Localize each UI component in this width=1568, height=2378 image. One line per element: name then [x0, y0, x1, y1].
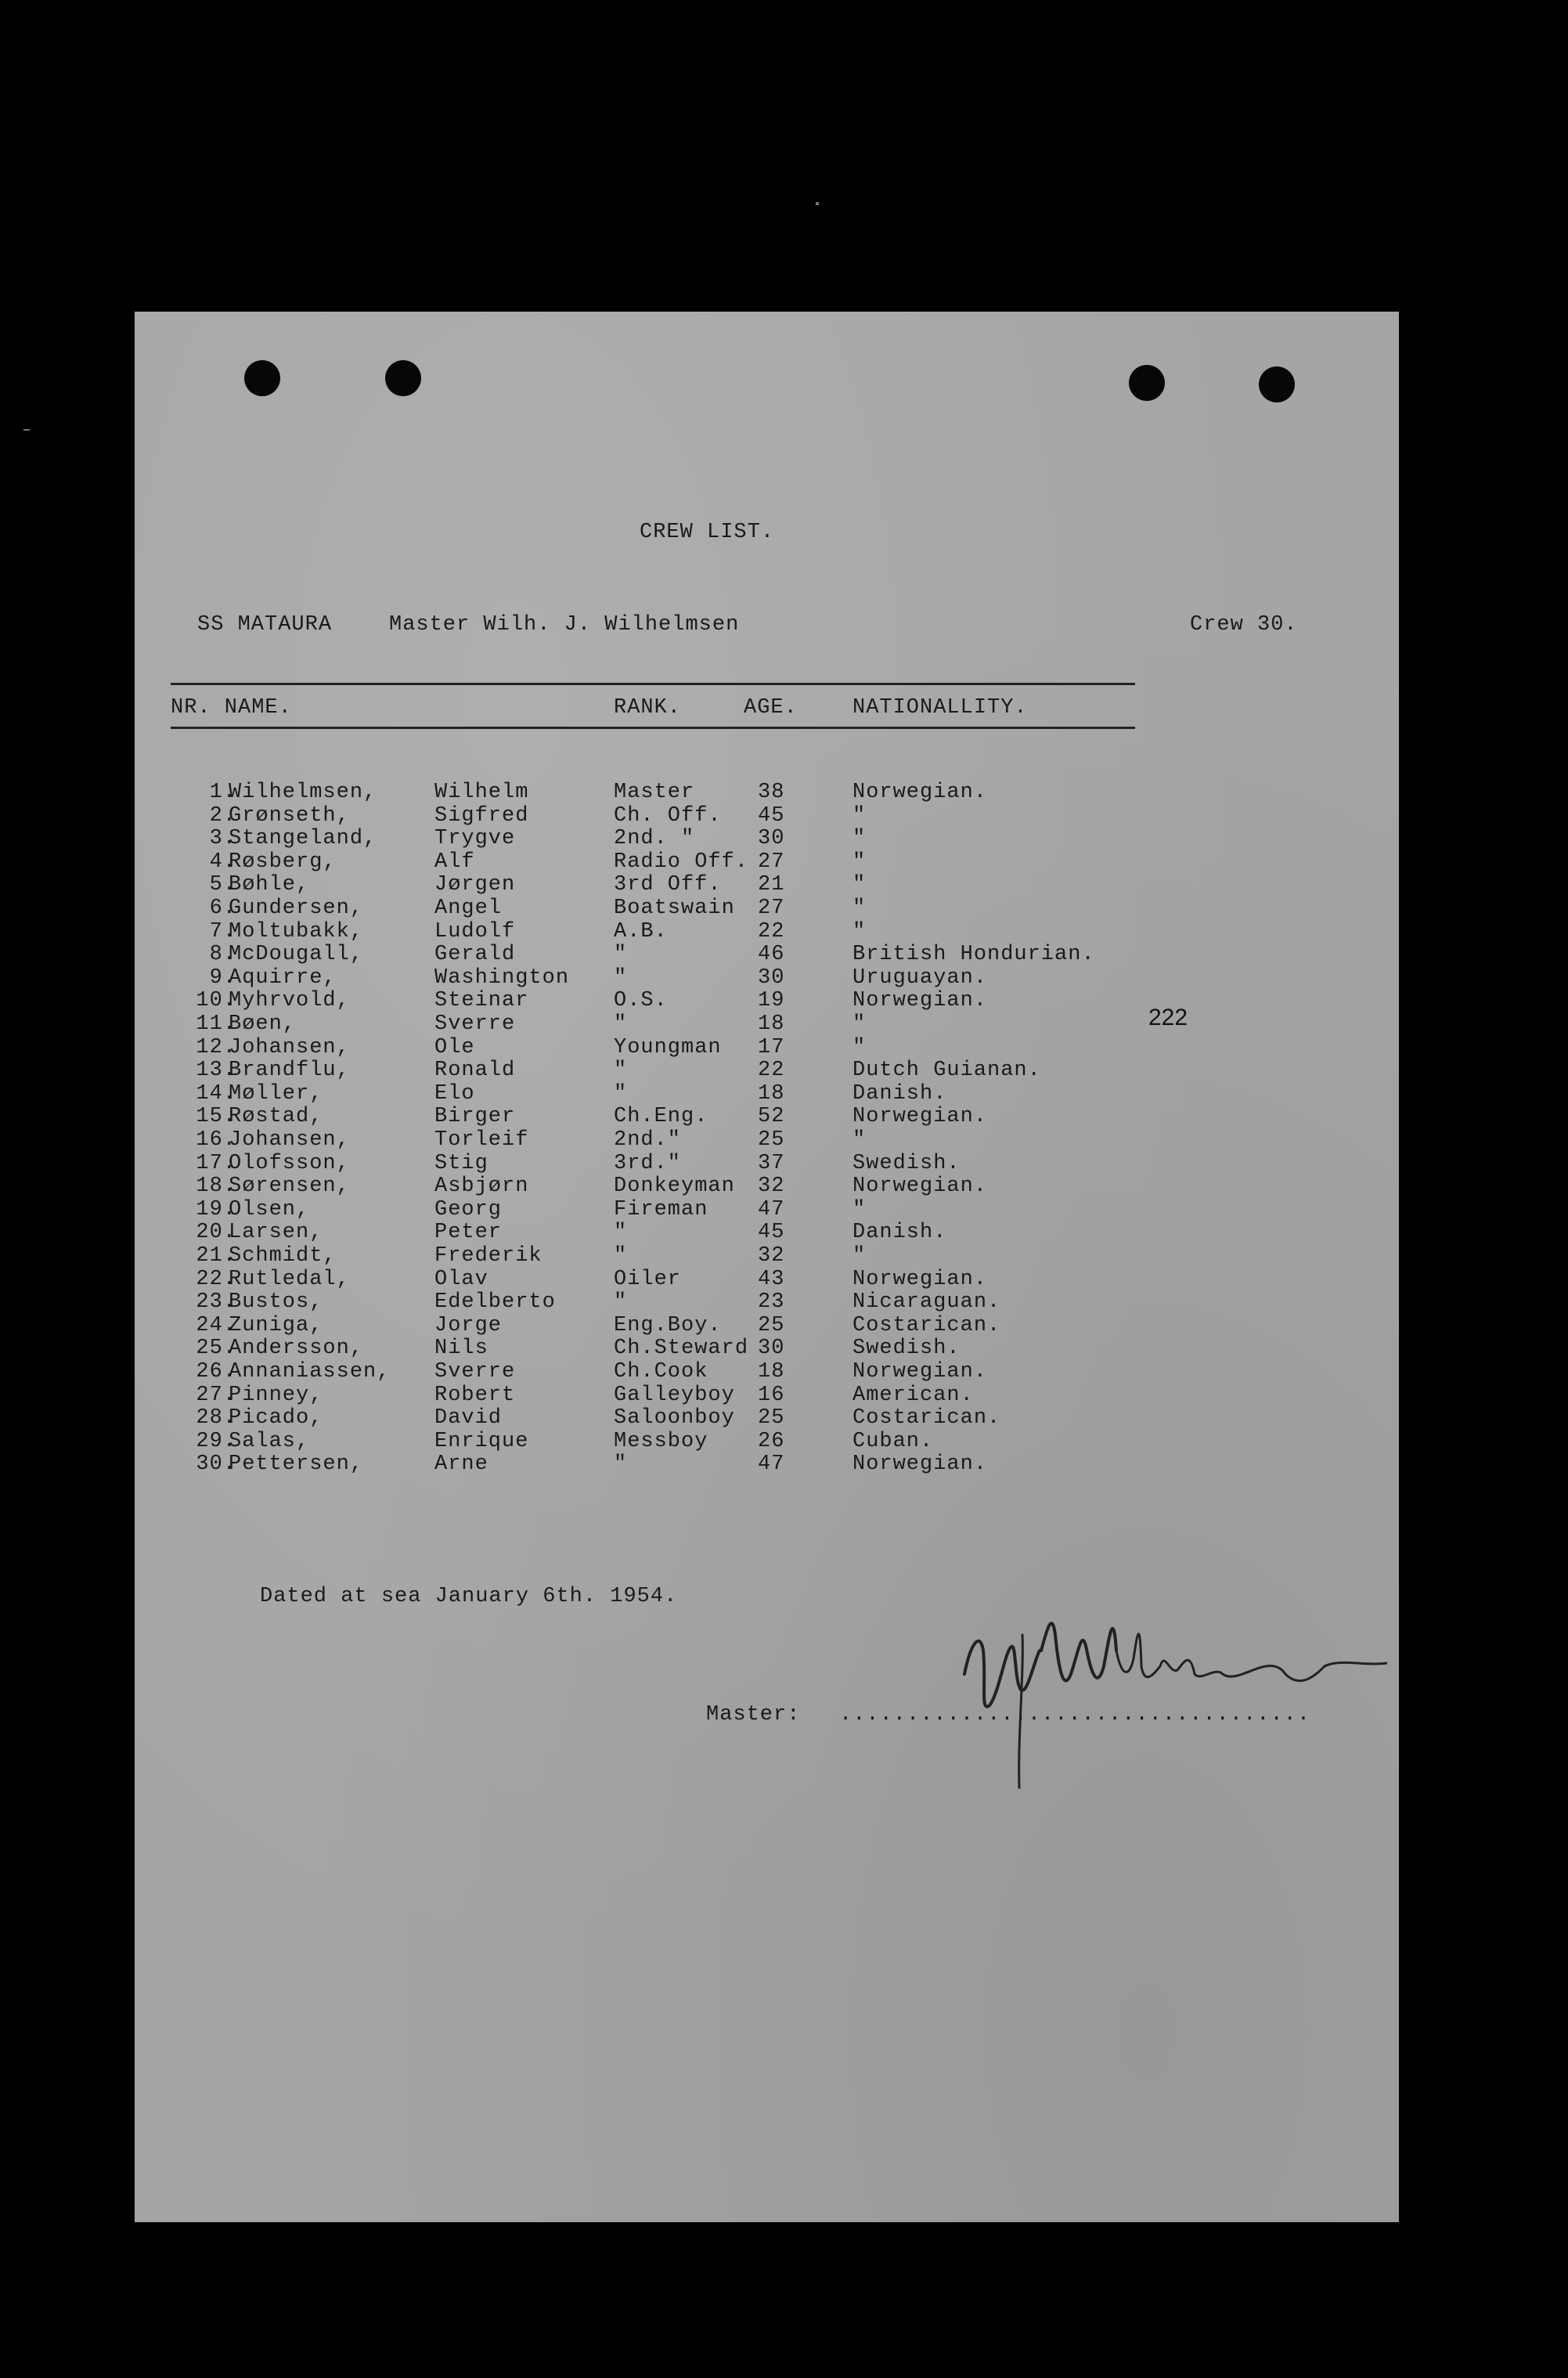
crew-rank: 2nd. " [614, 827, 695, 851]
crew-rank: Eng.Boy. [614, 1313, 722, 1337]
crew-nationality: Norwegian. [852, 1267, 988, 1291]
crew-rank: " [614, 1244, 628, 1268]
crew-given-name: Birger [434, 1105, 516, 1129]
master-signature-dots: ................................... [839, 1703, 1311, 1727]
table-row [135, 828, 1309, 850]
table-row [135, 1153, 1309, 1175]
crew-number: 5. [209, 873, 236, 897]
crew-rank: Oiler [614, 1267, 682, 1291]
crew-rank: " [614, 965, 628, 990]
crew-nationality: Uruguayan. [852, 965, 988, 990]
header-nr-name: NR. NAME. [171, 696, 292, 720]
table-row [135, 1013, 1309, 1036]
crew-age: 52 [758, 1105, 785, 1129]
crew-age: 25 [758, 1313, 785, 1337]
crew-surname: Picado, [229, 1406, 323, 1431]
crew-surname: Pinney, [229, 1383, 323, 1407]
crew-surname: Pettersen, [229, 1452, 364, 1477]
crew-number: 11. [196, 1012, 236, 1036]
crew-age: 37 [758, 1151, 785, 1175]
crew-number: 21. [196, 1244, 236, 1268]
crew-surname: Grønseth, [229, 803, 350, 828]
crew-nationality: Costarican. [852, 1313, 1001, 1337]
dated-line: Dated at sea January 6th. 1954. [260, 1585, 678, 1608]
master-signature [949, 1557, 1387, 1792]
crew-given-name: Frederik [434, 1244, 542, 1268]
crew-age: 43 [758, 1267, 785, 1291]
document-title: CREW LIST. [640, 521, 775, 544]
table-row [135, 1106, 1309, 1128]
master-label: Master: [706, 1703, 801, 1727]
crew-age: 18 [758, 1360, 785, 1384]
crew-given-name: Peter [434, 1221, 503, 1245]
crew-given-name: Enrique [434, 1429, 529, 1453]
table-row [135, 1175, 1309, 1198]
crew-nationality: Dutch Guianan. [852, 1059, 1041, 1083]
crew-given-name: Arne [434, 1452, 488, 1477]
crew-surname: Møller, [229, 1081, 323, 1106]
table-row [135, 921, 1309, 944]
table-row [135, 1037, 1309, 1059]
table-row [135, 1453, 1309, 1476]
crew-rank: Ch. Off. [614, 803, 722, 828]
crew-nationality: Danish. [852, 1221, 947, 1245]
crew-given-name: Jørgen [434, 873, 516, 897]
crew-surname: Wilhelmsen, [229, 781, 377, 804]
table-row [135, 897, 1309, 920]
crew-nationality: " [852, 1035, 867, 1059]
table-row [135, 781, 1309, 804]
crew-rank: Youngman [614, 1035, 722, 1059]
crew-nationality: Nicaraguan. [852, 1290, 1001, 1315]
crew-rank: Radio Off. [614, 850, 749, 874]
crew-number: 10. [196, 989, 236, 1013]
crew-nationality: " [852, 827, 867, 851]
crew-given-name: Gerald [434, 943, 516, 967]
punch-hole [244, 360, 280, 396]
master-name-line: Master Wilh. J. Wilhelmsen [389, 613, 740, 637]
crew-given-name: Georg [434, 1197, 503, 1221]
crew-surname: Myhrvold, [229, 989, 350, 1013]
crew-given-name: Ronald [434, 1059, 516, 1083]
crew-nationality: " [852, 1244, 867, 1268]
crew-rank: Boatswain [614, 897, 735, 920]
crew-surname: Olsen, [229, 1197, 310, 1221]
crew-age: 22 [758, 919, 785, 944]
crew-given-name: Alf [434, 850, 475, 874]
crew-number: 29. [196, 1429, 236, 1453]
header-rule-bottom [171, 727, 1135, 729]
crew-number: 30. [196, 1452, 236, 1477]
crew-rank: O.S. [614, 989, 668, 1013]
crew-given-name: Olav [434, 1267, 488, 1291]
crew-given-name: Wilhelm [434, 781, 529, 804]
crew-number: 17. [196, 1151, 236, 1175]
crew-age: 47 [758, 1452, 785, 1477]
crew-age: 18 [758, 1012, 785, 1036]
crew-age: 30 [758, 827, 785, 851]
crew-rank: " [614, 1012, 628, 1036]
crew-rank: Donkeyman [614, 1175, 735, 1199]
crew-rank: Ch.Steward [614, 1337, 749, 1361]
crew-number: 28. [196, 1406, 236, 1431]
crew-number: 24. [196, 1313, 236, 1337]
crew-surname: Andersson, [229, 1337, 364, 1361]
table-row [135, 805, 1309, 828]
crew-surname: Røsberg, [229, 850, 337, 874]
crew-count: Crew 30. [1190, 613, 1298, 637]
crew-surname: Bøen, [229, 1012, 297, 1036]
crew-rank: Saloonboy [614, 1406, 735, 1431]
crew-age: 32 [758, 1175, 785, 1199]
crew-surname: Stangeland, [229, 827, 377, 851]
crew-given-name: Steinar [434, 989, 529, 1013]
crew-number: 1. [209, 781, 236, 804]
crew-rank: 2nd." [614, 1128, 682, 1152]
crew-rank: " [614, 1081, 628, 1106]
crew-nationality: " [852, 1128, 867, 1152]
crew-surname: Larsen, [229, 1221, 323, 1245]
crew-rank: " [614, 1452, 628, 1477]
table-row [135, 1083, 1309, 1106]
crew-age: 47 [758, 1197, 785, 1221]
crew-nationality: Norwegian. [852, 989, 988, 1013]
punch-hole [1129, 365, 1165, 401]
crew-surname: Schmidt, [229, 1244, 337, 1268]
crew-rank: A.B. [614, 919, 668, 944]
crew-surname: Salas, [229, 1429, 310, 1453]
crew-number: 7. [209, 919, 236, 944]
crew-rank: " [614, 1290, 628, 1315]
table-row [135, 1129, 1309, 1152]
crew-nationality: " [852, 1197, 867, 1221]
crew-nationality: " [852, 803, 867, 828]
crew-nationality: Danish. [852, 1081, 947, 1106]
crew-surname: Bustos, [229, 1290, 323, 1315]
crew-nationality: American. [852, 1383, 974, 1407]
crew-given-name: Stig [434, 1151, 488, 1175]
crew-given-name: Asbjørn [434, 1175, 529, 1199]
table-row [135, 1245, 1309, 1268]
crew-surname: Moltubakk, [229, 919, 364, 944]
crew-nationality: Costarican. [852, 1406, 1001, 1431]
table-row [135, 1384, 1309, 1407]
crew-given-name: Ole [434, 1035, 475, 1059]
crew-number: 3. [209, 827, 236, 851]
crew-number: 22. [196, 1267, 236, 1291]
punch-hole [385, 360, 421, 396]
table-row [135, 874, 1309, 897]
crew-nationality: " [852, 897, 867, 920]
crew-number: 18. [196, 1175, 236, 1199]
table-row [135, 1361, 1309, 1384]
crew-number: 16. [196, 1128, 236, 1152]
crew-surname: Johansen, [229, 1035, 350, 1059]
crew-given-name: Sverre [434, 1012, 516, 1036]
crew-age: 26 [758, 1429, 785, 1453]
table-row [135, 1199, 1309, 1221]
table-row [135, 990, 1309, 1012]
crew-surname: Aquirre, [229, 965, 337, 990]
crew-nationality: Cuban. [852, 1429, 934, 1453]
crew-rank: " [614, 1221, 628, 1245]
header-rank: RANK. [614, 696, 682, 720]
crew-number: 9. [209, 965, 236, 990]
crew-nationality: Swedish. [852, 1337, 961, 1361]
crew-surname: Sørensen, [229, 1175, 350, 1199]
crew-surname: Brandflu, [229, 1059, 350, 1083]
crew-age: 21 [758, 873, 785, 897]
crew-number: 25. [196, 1337, 236, 1361]
header-age: AGE. [744, 696, 798, 720]
crew-age: 45 [758, 803, 785, 828]
crew-number: 14. [196, 1081, 236, 1106]
crew-given-name: Sverre [434, 1360, 516, 1384]
crew-age: 45 [758, 1221, 785, 1245]
crew-age: 30 [758, 965, 785, 990]
table-row [135, 1407, 1309, 1430]
page-number-stamp: 222 [1148, 1005, 1188, 1030]
crew-given-name: Washington [434, 965, 570, 990]
table-row [135, 1315, 1309, 1337]
crew-surname: Bøhle, [229, 873, 310, 897]
crew-rank: Galleyboy [614, 1383, 735, 1407]
crew-surname: McDougall, [229, 943, 364, 967]
crew-number: 13. [196, 1059, 236, 1083]
crew-rank: 3rd Off. [614, 873, 722, 897]
crew-list-page [135, 312, 1399, 2222]
crew-nationality: " [852, 1012, 867, 1036]
crew-number: 19. [196, 1197, 236, 1221]
dust-speck [23, 429, 30, 431]
crew-nationality: Norwegian. [852, 1360, 988, 1384]
crew-rank: Ch.Eng. [614, 1105, 708, 1129]
crew-given-name: David [434, 1406, 503, 1431]
crew-nationality: Swedish. [852, 1151, 961, 1175]
crew-given-name: Jorge [434, 1313, 503, 1337]
crew-given-name: Edelberto [434, 1290, 556, 1315]
crew-given-name: Angel [434, 897, 503, 920]
crew-surname: Gundersen, [229, 897, 364, 920]
crew-given-name: Sigfred [434, 803, 529, 828]
crew-number: 15. [196, 1105, 236, 1129]
crew-number: 2. [209, 803, 236, 828]
vessel-name: SS MATAURA [197, 613, 333, 637]
header-nationality: NATIONALLITY. [852, 696, 1028, 720]
table-row [135, 1291, 1309, 1314]
crew-age: 16 [758, 1383, 785, 1407]
crew-age: 25 [758, 1406, 785, 1431]
table-row [135, 944, 1309, 966]
dust-speck [816, 202, 819, 205]
crew-nationality: Norwegian. [852, 1452, 988, 1477]
crew-rank: Ch.Cook [614, 1360, 708, 1384]
crew-age: 30 [758, 1337, 785, 1361]
crew-number: 27. [196, 1383, 236, 1407]
crew-surname: Zuniga, [229, 1313, 323, 1337]
crew-nationality: " [852, 919, 867, 944]
crew-number: 20. [196, 1221, 236, 1245]
crew-age: 23 [758, 1290, 785, 1315]
crew-given-name: Torleif [434, 1128, 529, 1152]
crew-surname: Johansen, [229, 1128, 350, 1152]
crew-number: 23. [196, 1290, 236, 1315]
crew-age: 38 [758, 781, 785, 804]
crew-nationality: Norwegian. [852, 1105, 988, 1129]
crew-rank: Messboy [614, 1429, 708, 1453]
crew-age: 19 [758, 989, 785, 1013]
crew-nationality: British Hondurian. [852, 943, 1095, 967]
crew-given-name: Elo [434, 1081, 475, 1106]
crew-rank: 3rd." [614, 1151, 682, 1175]
table-row [135, 1337, 1309, 1360]
table-row [135, 967, 1309, 990]
crew-number: 12. [196, 1035, 236, 1059]
crew-age: 22 [758, 1059, 785, 1083]
crew-rank: " [614, 943, 628, 967]
crew-surname: Olofsson, [229, 1151, 350, 1175]
crew-nationality: " [852, 850, 867, 874]
crew-age: 27 [758, 897, 785, 920]
crew-surname: Røstad, [229, 1105, 323, 1129]
table-row [135, 1059, 1309, 1082]
crew-age: 27 [758, 850, 785, 874]
header-rule-top [171, 683, 1135, 685]
crew-age: 32 [758, 1244, 785, 1268]
crew-age: 25 [758, 1128, 785, 1152]
crew-age: 17 [758, 1035, 785, 1059]
crew-number: 8. [209, 943, 236, 967]
crew-rank: " [614, 1059, 628, 1083]
table-row [135, 1431, 1309, 1453]
crew-nationality: " [852, 873, 867, 897]
crew-given-name: Robert [434, 1383, 516, 1407]
crew-rank: Master [614, 781, 695, 804]
crew-age: 18 [758, 1081, 785, 1106]
table-row [135, 851, 1309, 874]
crew-number: 4. [209, 850, 236, 874]
punch-hole [1259, 366, 1295, 402]
crew-age: 46 [758, 943, 785, 967]
crew-nationality: Norwegian. [852, 781, 988, 804]
crew-rank: Fireman [614, 1197, 708, 1221]
crew-nationality: Norwegian. [852, 1175, 988, 1199]
crew-given-name: Ludolf [434, 919, 516, 944]
crew-surname: Rutledal, [229, 1267, 350, 1291]
crew-surname: Annaniassen, [229, 1360, 391, 1384]
crew-number: 6. [209, 897, 236, 920]
table-row [135, 1268, 1309, 1291]
crew-given-name: Nils [434, 1337, 488, 1361]
table-row [135, 1221, 1309, 1244]
crew-number: 26. [196, 1360, 236, 1384]
crew-given-name: Trygve [434, 827, 516, 851]
